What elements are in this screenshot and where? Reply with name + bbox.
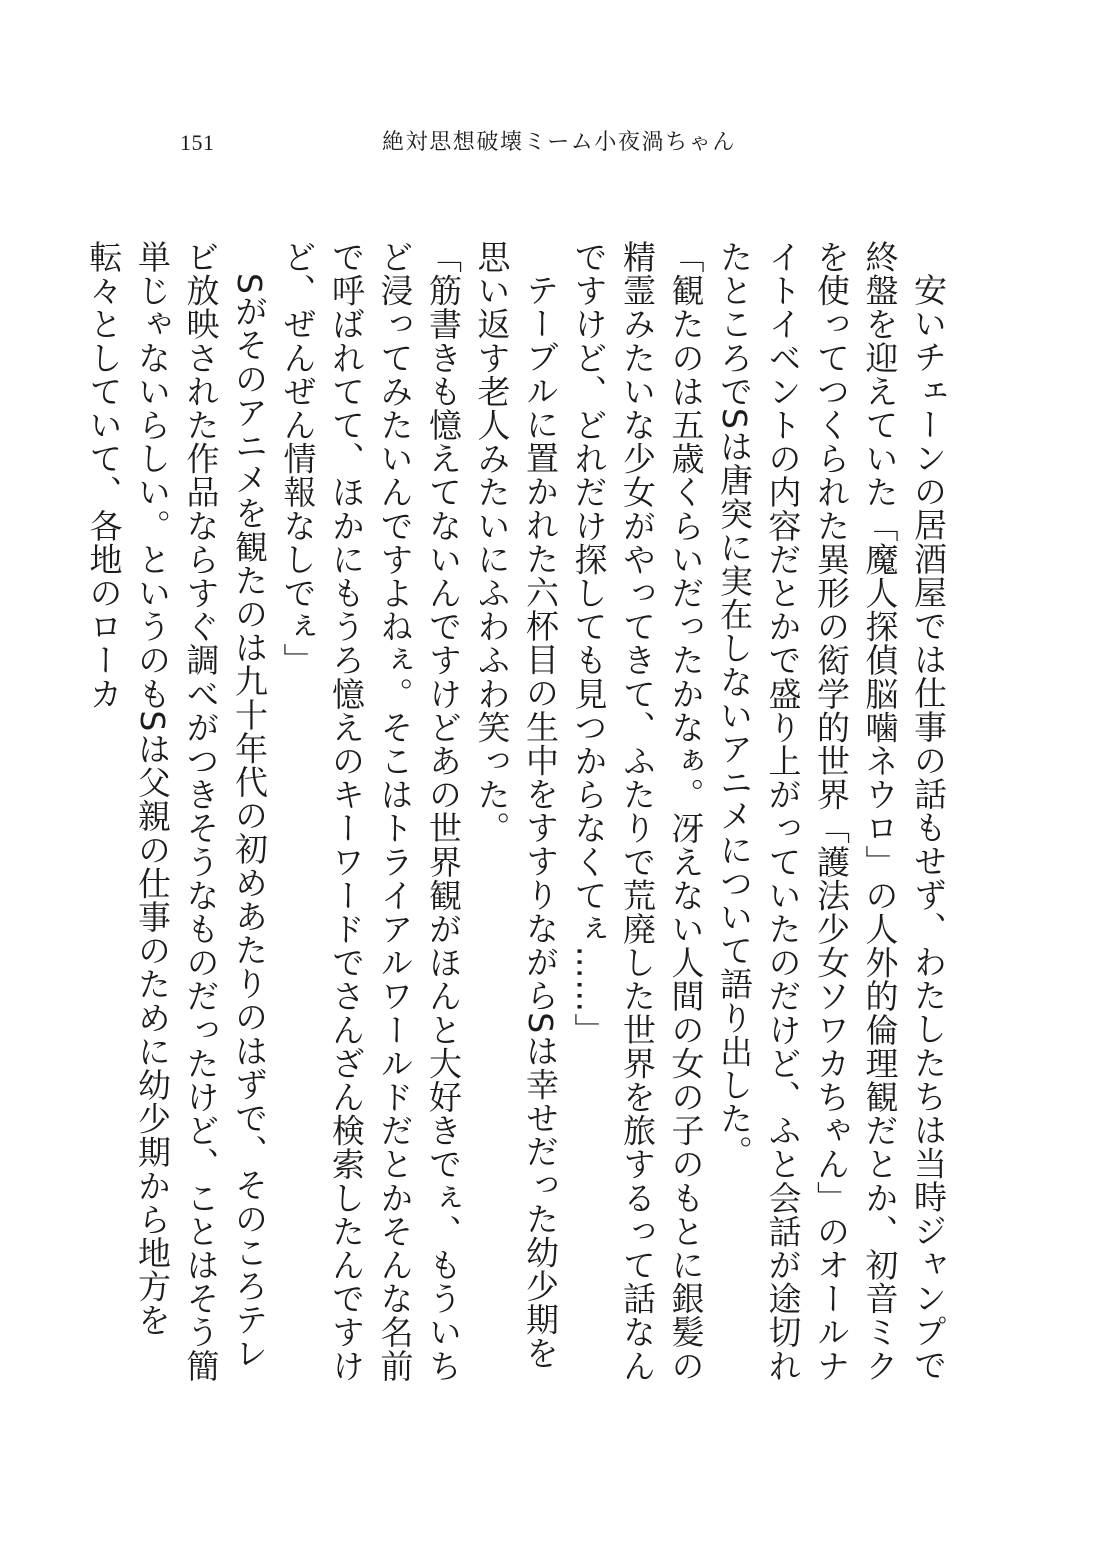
paragraph: Sがそのアニメを観たのは九十年代の初めあたりのはずで、そのころテレビ放映された作品ならすぐ調べがつきそうなものだったけど、ことはそう簡単じゃないらしい。というのもSは父親の仕事のために幼少期から地方を転々としていて、各地のローカ	[84, 240, 269, 1383]
body-text	[84, 240, 952, 1390]
paragraph: テーブルに置かれた六杯目の生中をすすりながらSは幸せだった幼少期を思い返す老人みたいにふわふわ笑った。	[472, 240, 560, 1370]
dialogue-paragraph: 「筋書きも憶えてないんですけどあの世界観がほんと大好きでぇ、もういちど浸ってみたいんですよねぇ。そこはトライアルワールドだとかそんな名前で呼ばれてて、ほかにもうろ憶えのキーワードでさんざん検索したんですけど、ぜんぜん情報なしでぇ」	[278, 240, 463, 1383]
paragraph: 安いチェーンの居酒屋では仕事の話もせず、わたしたちは当時ジャンプで終盤を迎えていた「魔人探偵脳噛ネウロ」の人外的倫理観だとか、初音ミクを使ってつくられた異形の衒学的世界「護法少女ソワカちゃん」のオールナイトイベントの内容だとかで盛り上がっていたのだけど、ふと会話が途切れたところでSは唐突に実在しないアニメについて語り出した。	[715, 240, 948, 1383]
page-number: 151	[180, 130, 215, 155]
dialogue-paragraph: 「観たのは五歳くらいだったかなぁ。冴えない人間の女の子のもとに銀髪の精霊みたいな少女がやってきて、ふたりで荒廃した世界を旅するって話なんですけど、どれだけ探しても見つからなくてぇ……」	[569, 240, 706, 1383]
running-title: 絶対思想破壊ミーム小夜渦ちゃん	[382, 130, 737, 155]
